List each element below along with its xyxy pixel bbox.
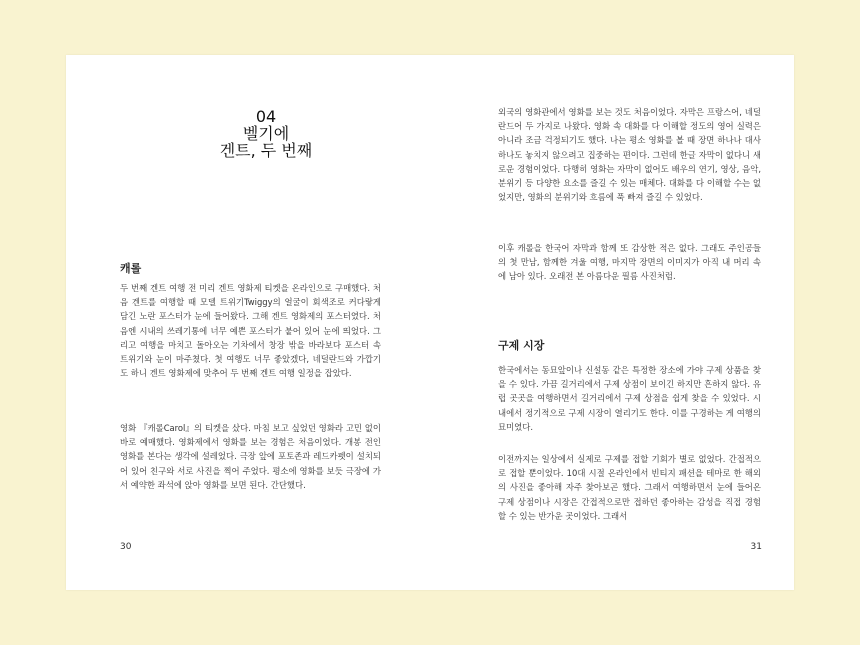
chapter-heading: [206, 108, 326, 159]
body-paragraph: 두 번째 겐트 여행 전 미리 겐트 영화제 티켓을 온라인으로 구매했다. 처음 겐트를 여행할 때 모델 트위기Twiggy의 얼굴이 회색조로 커다랗게 담긴 노란 포스터가 눈에 들어왔다. 그해 겐트 영화제의 포스터였다. 처음엔 시내의 쓰레기통에 너무 예쁜 포스터가 붙어 있어 눈에 띄었다. 그리고 여행을 마치고 돌아오는 기차에서 창장 밖을 바라보다 포스터 속 트위기와 눈이 마주쳤다. 첫 여행도 너무 좋았겠다, 네덜란드와 가깝기도 하니 겐트 영화제에 맞추어 두 번째 겐트 여행 일정을 잡았다.: [120, 283, 381, 379]
body-paragraph: 이후 캐롤을 한국어 자막과 함께 또 감상한 적은 없다. 그래도 주인공들의 첫 만남, 함께한 겨울 여행, 마지막 장면의 이미지가 아직 내 머리 속에 남아 있다. 오래전 본 아름다운 필름 사진처럼.: [498, 243, 761, 282]
body-paragraph: 한국에서는 동묘앞이나 신설동 같은 특정한 장소에 가야 구제 상품을 찾을 수 있다. 가끔 길거리에서 구제 상점이 보이긴 하지만 흔하지 않다. 유럽 곳곳을 여행하면서 길거리에서 구제 상점을 쉽게 찾을 수 있었다. 시내에서 정기적으로 구제 시장이 열리기도 한다. 이를 구경하는 게 여행의 묘미였다.: [498, 365, 761, 432]
section-heading-carol: 캐롤: [120, 262, 142, 275]
body-paragraph: 외국의 영화관에서 영화를 보는 것도 처음이었다. 자막은 프랑스어, 네덜란드어 두 가지로 나왔다. 영화 속 대화를 다 이해할 정도의 영어 실력은 아니라 조금 걱정되기도 했다. 나는 평소 영화를 볼 때 장면 하나나 대사 하나도 놓치지 않으려고 집중하는 편이다. 그런데 한글 자막이 없다니 새로운 경험이었다. 다행히 영화는 자막이 없어도 배우의 연기, 영상, 음악, 분위기 등 다양한 요소를 즐길 수 있는 매체다. 대화를 다 이해할 수는 없었지만, 영화의 분위기와 흐름에 푹 빠져 즐길 수 있었다.: [498, 107, 761, 203]
right-page: [430, 55, 794, 590]
page-number-right: 31: [750, 542, 762, 552]
chapter-title-line2: 겐트, 두 번째: [219, 141, 313, 160]
chapter-number: 04: [255, 107, 277, 126]
body-paragraph: 이전까지는 일상에서 실제로 구제를 접할 기회가 별로 없었다. 간접적으로 접할 뿐이었다. 10대 시절 온라인에서 빈티지 패션을 테마로 한 해외의 사진을 좋아해 자주 찾아보곤 했다. 그래서 여행하면서 눈에 들어온 구제 상점이나 시장은 간접적으로만 접하던 좋아하는 감성을 직접 경험할 수 있는 반가운 곳이었다. 그래서: [498, 454, 761, 521]
body-paragraph: 영화 『캐롤Carol』의 티켓을 샀다. 마침 보고 싶었던 영화라 고민 없이 바로 예매했다. 영화제에서 영화를 보는 경험은 처음이었다. 개봉 전인 영화를 본다는 생각에 설레었다. 극장 앞에 포토존과 레드카펫이 설치되어 있어 친구와 서로 사진을 찍어 주었다. 평소에 영화를 보듯 극장에 가서 예약한 좌석에 앉아 영화를 보면 된다. 간단했다.: [120, 423, 381, 490]
page-number-left: 30: [120, 542, 132, 552]
left-page: [66, 55, 430, 590]
section-heading-vintage-market: 구제 시장: [498, 339, 545, 352]
chapter-title-line1: 벨기에: [242, 124, 290, 143]
book-spread: [66, 55, 794, 590]
